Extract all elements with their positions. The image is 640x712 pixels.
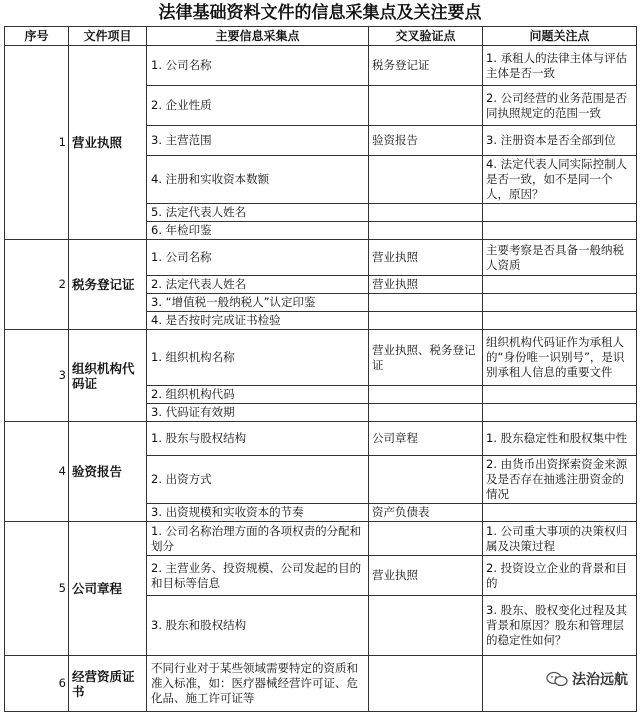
info-cell: 2. 法定代表人姓名 [147, 276, 369, 294]
concern-cell: 2. 公司经营的业务范围是否同执照规定的范围一致 [483, 86, 637, 126]
row-category: 营业执照 [69, 46, 147, 240]
verify-cell [369, 656, 483, 712]
info-cell: 3. 股东和股权结构 [147, 596, 369, 656]
verify-cell: 营业执照 [369, 240, 483, 276]
verify-cell: 营业执照 [369, 276, 483, 294]
concern-cell: 4. 法定代表人同实际控制人是否一致，如不是同一个人，原因？ [483, 156, 637, 204]
verify-cell: 公司章程 [369, 422, 483, 456]
verify-cell [369, 204, 483, 222]
table-row [5, 422, 637, 456]
concern-cell: 2. 投资设立企业的背景和目的 [483, 556, 637, 596]
concern-cell [483, 312, 637, 330]
info-cell: 1. 公司名称 [147, 240, 369, 276]
info-cell: 2. 企业性质 [147, 86, 369, 126]
info-cell: 1. 股东与股权结构 [147, 422, 369, 456]
concern-cell: 1. 承租人的法律主体与评估主体是否一致 [483, 46, 637, 86]
verify-cell: 营业执照 [369, 556, 483, 596]
row-seq: 3 [5, 330, 69, 422]
table-header-row [5, 27, 637, 46]
concern-cell [483, 222, 637, 240]
header-verify: 交叉验证点 [369, 27, 483, 46]
header-info: 主要信息采集点 [147, 27, 369, 46]
info-cell: 2. 主营业务、投资规模、公司发起的目的和目标等信息 [147, 556, 369, 596]
verify-cell: 营业执照、税务登记证 [369, 330, 483, 386]
verify-cell: 税务登记证 [369, 46, 483, 86]
verify-cell [369, 86, 483, 126]
row-seq: 5 [5, 522, 69, 656]
row-seq: 6 [5, 656, 69, 712]
info-cell: 1. 公司名称治理方面的各项权责的分配和划分 [147, 522, 369, 556]
concern-cell [483, 294, 637, 312]
table-row [5, 240, 637, 276]
verify-cell [369, 156, 483, 204]
header-concern: 问题关注点 [483, 27, 637, 46]
info-cell: 3. 代码证有效期 [147, 404, 369, 422]
row-category: 经营资质证书 [69, 656, 147, 712]
info-cell: 3. 主营范围 [147, 126, 369, 156]
verify-cell [369, 404, 483, 422]
row-category: 验资报告 [69, 422, 147, 522]
info-cell: 1. 公司名称 [147, 46, 369, 86]
verify-cell [369, 596, 483, 656]
watermark-text: 法治远航 [572, 672, 628, 688]
verify-cell [369, 456, 483, 504]
info-cell: 1. 组织机构名称 [147, 330, 369, 386]
info-cell: 4. 注册和实收资本数额 [147, 156, 369, 204]
header-seq: 序号 [5, 27, 69, 46]
concern-cell: 3. 注册资本是否全部到位 [483, 126, 637, 156]
verify-cell [369, 294, 483, 312]
info-cell: 3. “增值税一般纳税人”认定印鉴 [147, 294, 369, 312]
concern-cell: 主要考察是否具备一般纳税人资质 [483, 240, 637, 276]
concern-cell: 1. 股东稳定性和股权集中性 [483, 422, 637, 456]
concern-cell: 1. 公司重大事项的决策权归属及决策过程 [483, 522, 637, 556]
concern-cell [483, 386, 637, 404]
wechat-bubble-icon [546, 671, 568, 687]
verify-cell [369, 222, 483, 240]
row-category: 税务登记证 [69, 240, 147, 330]
info-cell: 2. 出资方式 [147, 456, 369, 504]
info-cell: 3. 出资规模和实收资本的节奏 [147, 504, 369, 522]
info-cell: 6. 年检印鉴 [147, 222, 369, 240]
concern-cell: 2. 由货币出资探索资金来源及是否存在抽逃注册资金的情况 [483, 456, 637, 504]
table-row [5, 522, 637, 556]
verify-cell: 验资报告 [369, 126, 483, 156]
info-cell: 5. 法定代表人姓名 [147, 204, 369, 222]
info-table [4, 26, 637, 712]
header-category: 文件项目 [69, 27, 147, 46]
concern-cell: 组织机构代码证作为承租人的“身份唯一识别号”，是识别承租人信息的重要文件 [483, 330, 637, 386]
table-row [5, 46, 637, 86]
watermark [542, 668, 632, 690]
info-cell: 不同行业对于某些领域需要特定的资质和准入标准，如：医疗器械经营许可证、危化品、施工许可证等 [147, 656, 369, 712]
row-seq: 2 [5, 240, 69, 330]
concern-cell [483, 404, 637, 422]
verify-cell: 资产负债表 [369, 504, 483, 522]
verify-cell [369, 522, 483, 556]
table-row [5, 330, 637, 386]
info-cell: 4. 是否按时完成证书检验 [147, 312, 369, 330]
concern-cell [483, 276, 637, 294]
verify-cell [369, 386, 483, 404]
concern-cell [483, 204, 637, 222]
row-category: 组织机构代码证 [69, 330, 147, 422]
page-title: 法律基础资料文件的信息采集点及关注要点 [158, 3, 482, 23]
row-seq: 4 [5, 422, 69, 522]
row-seq: 1 [5, 46, 69, 240]
concern-cell [483, 504, 637, 522]
concern-cell: 3. 股东、股权变化过程及其背景和原因？股东和管理层的稳定性如何？ [483, 596, 637, 656]
table-body [5, 46, 637, 712]
verify-cell [369, 312, 483, 330]
row-category: 公司章程 [69, 522, 147, 656]
info-cell: 2. 组织机构代码 [147, 386, 369, 404]
